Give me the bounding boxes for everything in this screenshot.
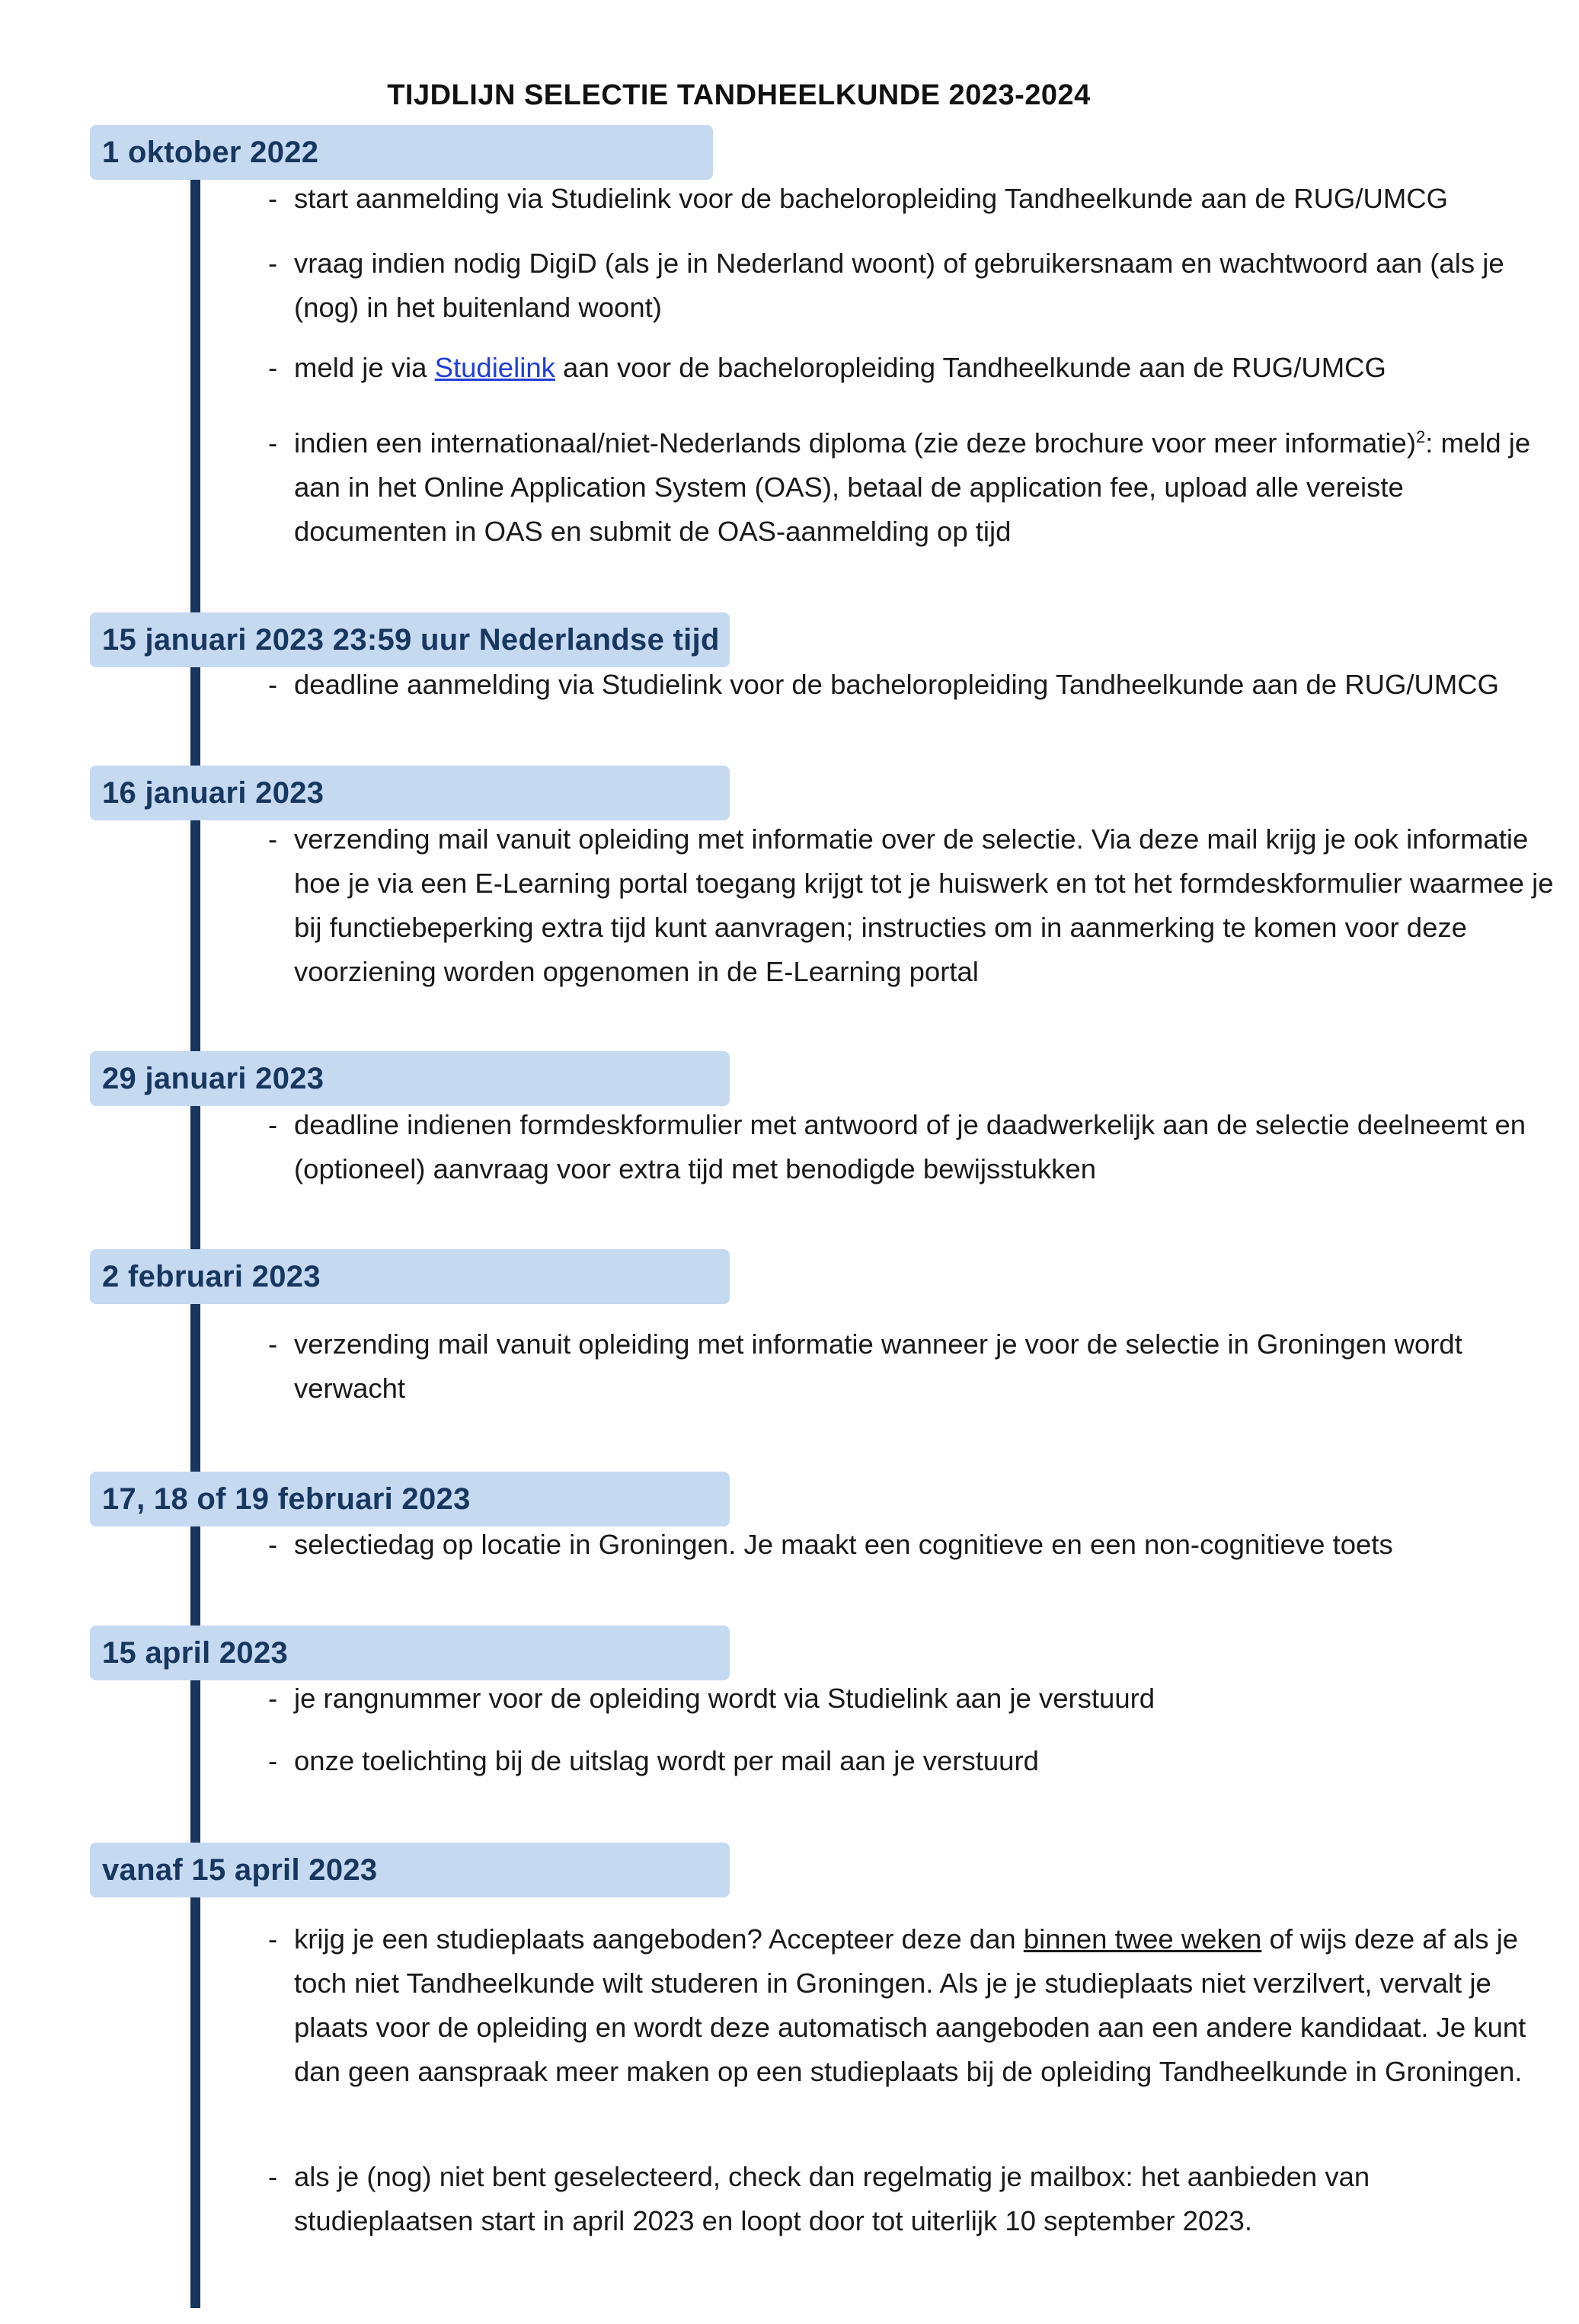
timeline-item: - als je (nog) niet bent geselecteerd, check dan regelmatig je mailbox: het aanbieden van studieplaatsen start in april 2023 en loopt door tot uiterlijk 10 september 2023. — [268, 2161, 1370, 2236]
timeline-item: - meld je via Studielink aan voor de bacheloropleiding Tandheelkunde aan de RUG/UMCG — [268, 352, 1386, 383]
page-title: TIJDLIJN SELECTIE TANDHEELKUNDE 2023-2024 — [387, 79, 1091, 111]
timeline-item: - verzending mail vanuit opleiding met informatie wanneer je voor de selectie in Groningen wordt verwacht — [268, 1328, 1462, 1404]
date-header-2-februari-2023: 2 februari 2023 — [90, 1249, 730, 1304]
timeline-item: - onze toelichting bij de uitslag wordt per mail aan je verstuurd — [268, 1745, 1039, 1776]
timeline-item: - deadline indienen formdeskformulier met antwoord of je daadwerkelijk aan de selectie deelneemt en (optioneel) aanvraag voor extra tijd met benodigde bewijsstukken — [268, 1109, 1526, 1184]
timeline-item: - je rangnummer voor de opleiding wordt via Studielink aan je verstuurd — [268, 1683, 1155, 1714]
underlined-text: binnen twee weken — [1023, 1923, 1262, 1955]
footnote-marker: 2 — [1415, 427, 1426, 446]
date-header-1-oktober-2022: 1 oktober 2022 — [90, 125, 713, 180]
date-header-15-april-2023: 15 april 2023 — [90, 1626, 730, 1680]
timeline-line — [190, 175, 200, 2308]
date-header-16-januari-2023: 16 januari 2023 — [90, 766, 730, 820]
studielink-link[interactable]: Studielink — [434, 352, 555, 383]
timeline-item: - selectiedag op locatie in Groningen. Je maakt een cognitieve en een non-cognitieve toets — [268, 1529, 1393, 1560]
date-header-vanaf-15-april-2023: vanaf 15 april 2023 — [90, 1843, 730, 1897]
date-header-15-januari-2023: 15 januari 2023 23:59 uur Nederlandse tijd — [90, 612, 730, 667]
timeline-item: - start aanmelding via Studielink voor de bacheloropleiding Tandheelkunde aan de RUG/UMCG — [268, 183, 1448, 214]
timeline-item: - verzending mail vanuit opleiding met informatie over de selectie. Via deze mail krijg je ook informatie hoe je via een E-Learning portal toegang krijgt tot je huiswerk en tot het formdeskformulier waarmee je bij functiebeperking extra tijd kunt aanvragen; instructies om in aanmerking te komen voor deze voorziening worden opgenomen in de E-Learning portal — [268, 823, 1554, 987]
date-header-17-18-19-februari-2023: 17, 18 of 19 februari 2023 — [90, 1472, 730, 1526]
timeline-item: - indien een internationaal/niet-Nederlands diploma (zie deze brochure voor meer informatie)$^2$: meld je aan in het Online Application System (OAS), betaal de application fee, upload alle vereiste documenten in OAS en submit de OAS-aanmelding op tijd — [268, 427, 1531, 547]
timeline-item: - krijg je een studieplaats aangeboden? Accepteer deze dan binnen twee weken of wijs deze af als je toch niet Tandheelkunde wilt studeren in Groningen. Als je je studieplaats niet verzilvert, vervalt je plaats voor de opleiding en wordt deze automatisch aangeboden aan een andere kandidaat. Je kunt dan geen aanspraak meer maken op een studieplaats bij de opleiding Tandheelkunde in Groningen. — [268, 1923, 1526, 2087]
timeline-item: - vraag indien nodig DigiD (als je in Nederland woont) of gebruikersnaam en wachtwoord aan (als je (nog) in het buitenland woont) — [268, 248, 1504, 323]
timeline-item: - deadline aanmelding via Studielink voor de bacheloropleiding Tandheelkunde aan de RUG/UMCG — [268, 669, 1500, 700]
date-header-29-januari-2023: 29 januari 2023 — [90, 1051, 730, 1106]
